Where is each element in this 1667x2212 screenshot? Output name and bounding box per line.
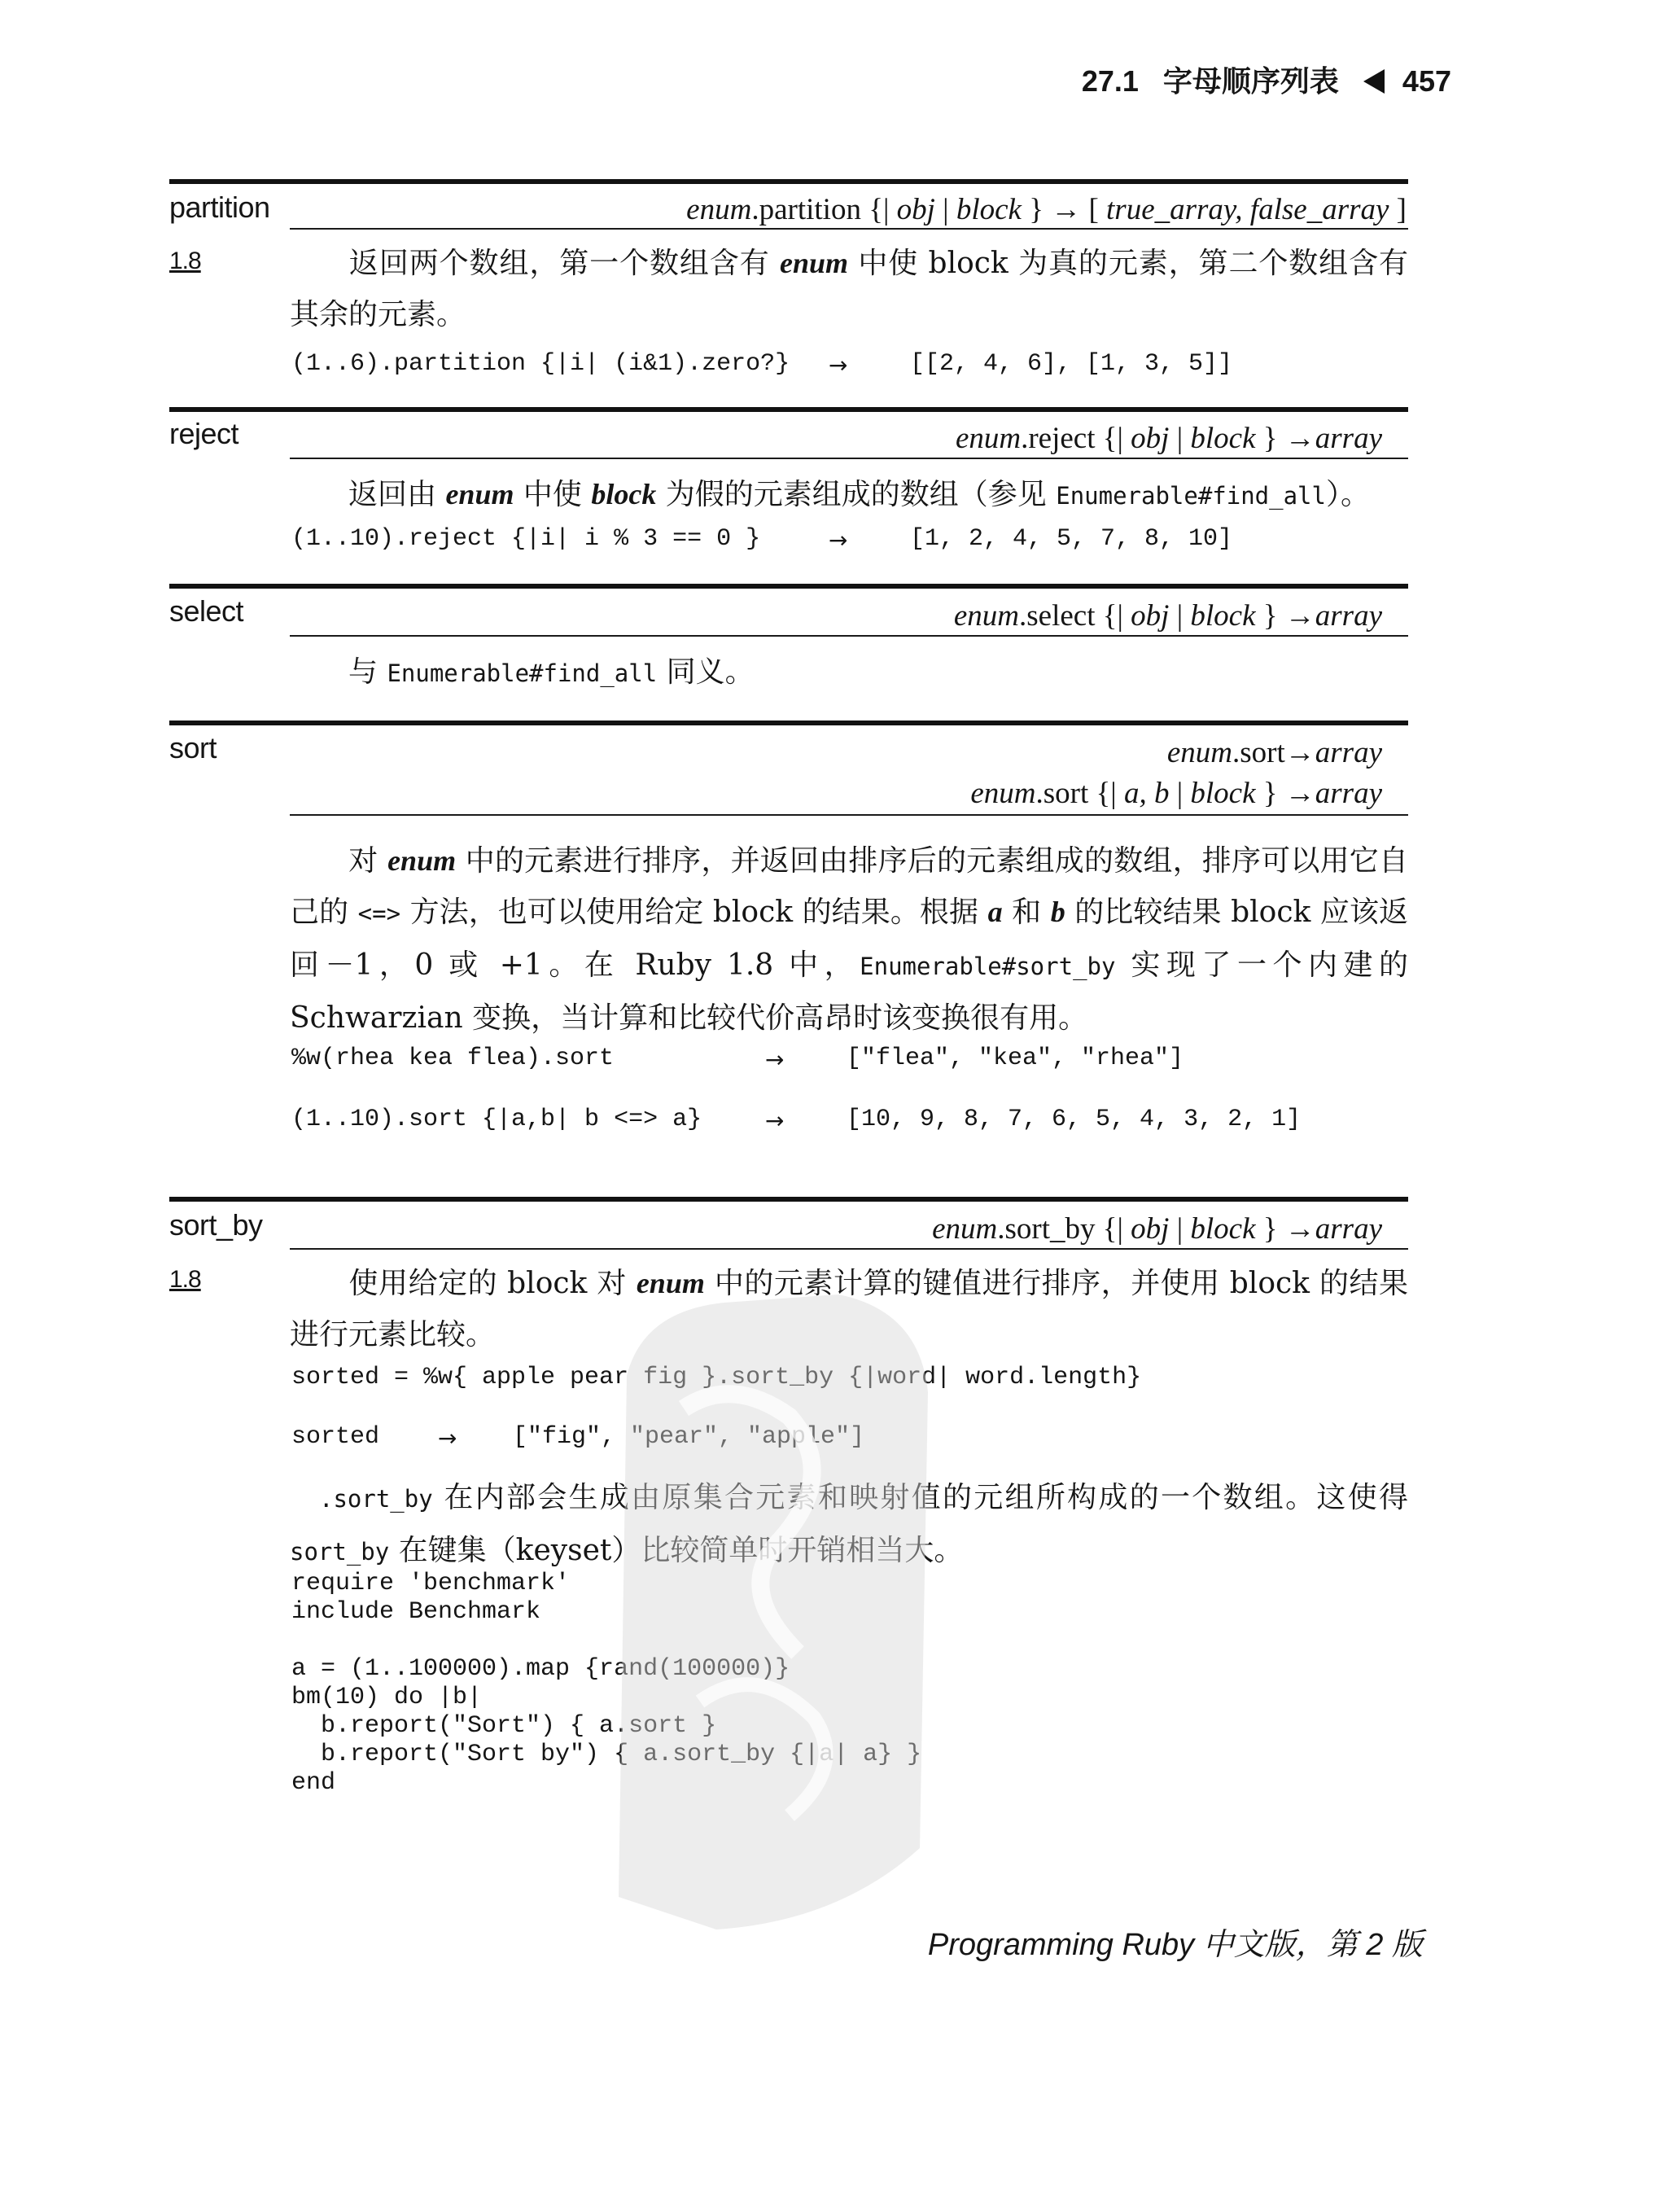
example-result-sort-1: ["flea", "kea", "rhea"] bbox=[847, 1045, 1184, 1072]
example-code-partition: (1..6).partition {|i| (i&1).zero?} bbox=[291, 350, 790, 378]
signature-sort-1: enum.sort→array bbox=[1166, 736, 1382, 769]
signature-rule bbox=[290, 1248, 1408, 1250]
signature-sort-2: enum.sort {| a, b | block } →array bbox=[970, 777, 1382, 810]
example-arrow-reject: → bbox=[829, 527, 848, 554]
signature-rule bbox=[290, 458, 1408, 459]
description-sort: 对 enum 中的元素进行排序，并返回由排序后的元素组成的数组，排序可以用它自己的 <=> 方法，也可以使用给定 block 的结果。根据 a 和 b 的比较结果 block 应该返回－1，0 或 +1。在 Ruby 1.8 中，Enumerable#sort_by 实现了一个内建的 Schwarzian 变换，当计算和比较代价高昂时该变换很有用。 bbox=[290, 844, 1409, 1035]
note-sort-by: .sort_by 在内部会生成由原集合元素和映射值的元组所构成的一个数组。这使得 sort_by 在键集（keyset）比较简单时开销相当大。 bbox=[290, 1481, 1408, 1567]
entry-name-partition: partition bbox=[169, 191, 270, 224]
signature-select: enum.select {| obj | block } →array bbox=[953, 599, 1382, 633]
version-badge-sort-by: 1.8 bbox=[169, 1266, 201, 1293]
page-number: 457 bbox=[1402, 64, 1451, 98]
example-result-reject: [1, 2, 4, 5, 7, 8, 10] bbox=[910, 525, 1233, 553]
description-select: 与 Enumerable#find_all 同义。 bbox=[290, 655, 755, 689]
running-head bbox=[1082, 59, 1451, 100]
version-badge-partition: 1.8 bbox=[169, 247, 201, 274]
entry-name-reject: reject bbox=[169, 417, 239, 450]
book-title-footer: Programming Ruby 中文版，第 2 版 bbox=[927, 1928, 1423, 1962]
section-title: 字母顺序列表 bbox=[1162, 64, 1339, 98]
entry-top-rule bbox=[169, 721, 1408, 725]
triangle-left-icon bbox=[1363, 69, 1385, 94]
description-sort-by: 使用给定的 block 对 enum 中的元素计算的键值进行排序，并使用 block 的结果进行元素比较。 bbox=[290, 1267, 1409, 1351]
signature-rule bbox=[290, 814, 1408, 816]
example-result-sort-2: [10, 9, 8, 7, 6, 5, 4, 3, 2, 1] bbox=[847, 1106, 1302, 1133]
example-arrow-partition: → bbox=[829, 352, 848, 379]
section-number: 27.1 bbox=[1081, 64, 1139, 98]
example-result-partition: [[2, 4, 6], [1, 3, 5]] bbox=[910, 350, 1233, 378]
entry-top-rule bbox=[169, 584, 1408, 589]
example-code-sort-2: (1..10).sort {|a,b| b <=> a} bbox=[291, 1106, 702, 1133]
description-reject: 返回由 enum 中使 block 为假的元素组成的数组（参见 Enumerable#find_all）。 bbox=[290, 478, 1370, 511]
example-code-reject: (1..10).reject {|i| i % 3 == 0 } bbox=[291, 525, 761, 553]
entry-name-sort-by: sort_by bbox=[169, 1208, 263, 1242]
example-code-sort-1: %w(rhea kea flea).sort bbox=[291, 1045, 615, 1072]
signature-rule bbox=[290, 228, 1408, 230]
example-arrow-sort-1: → bbox=[765, 1046, 785, 1073]
entry-top-rule bbox=[169, 179, 1408, 184]
description-partition: 返回两个数组，第一个数组含有 enum 中使 block 为真的元素，第二个数组含有其余的元素。 bbox=[290, 247, 1408, 331]
entry-name-sort: sort bbox=[169, 731, 217, 764]
signature-sort-by: enum.sort_by {| obj | block } →array bbox=[932, 1212, 1382, 1246]
signature-partition: enum.partition {| obj | block } → [ true_array, false_array ] bbox=[686, 193, 1407, 226]
signature-rule bbox=[290, 635, 1408, 637]
signature-reject: enum.reject {| obj | block } →array bbox=[955, 422, 1382, 455]
example-result-code-sort-by: sorted bbox=[291, 1423, 380, 1451]
example-result-sort-by: ["fig", "pear", "apple"] bbox=[513, 1423, 865, 1451]
benchmark-code: require 'benchmark' include Benchmark a = (1..100000).map {rand(100000)} bm(10) do |b| b.report("Sort") { a.sort } b.report("Sort by") { a.sort_by {|a| a} } end bbox=[291, 1570, 922, 1797]
entry-top-rule bbox=[169, 407, 1408, 412]
example-arrow-sort-2: → bbox=[765, 1107, 785, 1134]
entry-top-rule bbox=[169, 1197, 1408, 1202]
example-code-sort-by: sorted = %w{ apple pear fig }.sort_by {|word| word.length} bbox=[291, 1364, 1142, 1391]
example-arrow-sort-by: → bbox=[438, 1425, 457, 1452]
seal-watermark bbox=[594, 1278, 944, 1946]
entry-name-select: select bbox=[169, 594, 244, 628]
